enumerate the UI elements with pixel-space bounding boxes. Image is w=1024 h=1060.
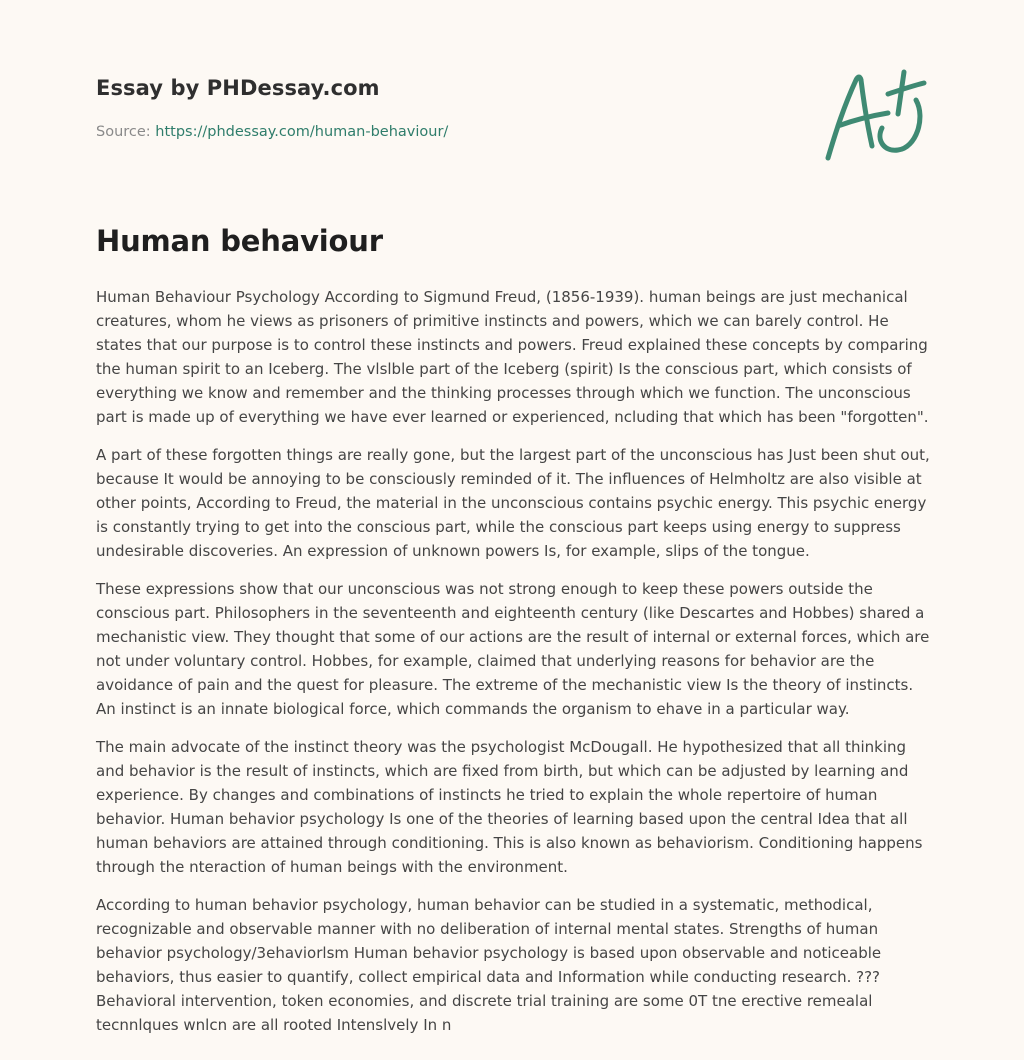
source-line (96, 124, 448, 140)
essay-paragraph: A part of these forgotten things are really gone, but the largest part of the unconscious has Just been shut out, because It would be annoying to be consciously reminded of it. The influences of Helmholtz are also visible at other points, According to Freud, the material in the unconscious contains psychic energy. This psychic energy is constantly trying to get into the conscious part, while the conscious part keeps using energy to suppress undesirable discoveries. An expression of unknown powers Is, for example, slips of the tongue. (96, 446, 930, 560)
source-label: Source: (96, 124, 151, 140)
essay-title: Human behaviour (96, 224, 383, 258)
essay-paragraph: Human Behaviour Psychology According to Sigmund Freud, (1856-1939). human beings are just mechanical creatures, whom he views as prisoners of primitive instincts and powers, which we can barely control. He states that our purpose is to control these instincts and powers. Freud explained these concepts by comparing the human spirit to an Iceberg. The vlslble part of the Iceberg (spirit) Is the conscious part, which consists of everything we know and remember and the thinking processes through which we function. The unconscious part is made up of everything we have ever learned or experienced, ncluding that which has been "forgotten". (96, 288, 929, 426)
essay-body (96, 285, 932, 1051)
a-plus-logo-icon (818, 66, 930, 166)
essay-paragraph: The main advocate of the instinct theory was the psychologist McDougall. He hypothesized that all thinking and behavior is the result of instincts, which are fixed from birth, but which can be adjusted by learning and experience. By changes and combinations of instincts he tried to explain the whole repertoire of human behavior. Human behavior psychology Is one of the theories of learning based upon the central Idea that all human behaviors are attained through conditioning. This is also known as behaviorism. Conditioning happens through the nteraction of human beings with the environment. (96, 738, 923, 876)
site-title: Essay by PHDessay.com (96, 76, 380, 100)
essay-paragraph: These expressions show that our unconscious was not strong enough to keep these powers outside the conscious part. Philosophers in the seventeenth and eighteenth century (like Descartes and Hobbes) shared a mechanistic view. They thought that some of our actions are the result of internal or external forces, which are not under voluntary control. Hobbes, for example, claimed that underlying reasons for behavior are the avoidance of pain and the quest for pleasure. The extreme of the mechanistic view Is the theory of instincts. An instinct is an innate biological force, which commands the organism to ehave in a particular way. (96, 580, 930, 718)
essay-paragraph: According to human behavior psychology, human behavior can be studied in a systematic, methodical, recognizable and observable manner with no deliberation of internal mental states. Strengths of human behavior psychology/3ehaviorlsm Human behavior psychology is based upon observable and noticeable behaviors, thus easier to quantify, collect empirical data and Information while conducting research. ??? Behavioral intervention, token economies, and discrete trial training are some 0T tne erective remealal tecnnlques wnlcn are all rooted Intenslvely In n (96, 896, 882, 1034)
source-link[interactable]: https://phdessay.com/human-behaviour/ (155, 124, 449, 140)
